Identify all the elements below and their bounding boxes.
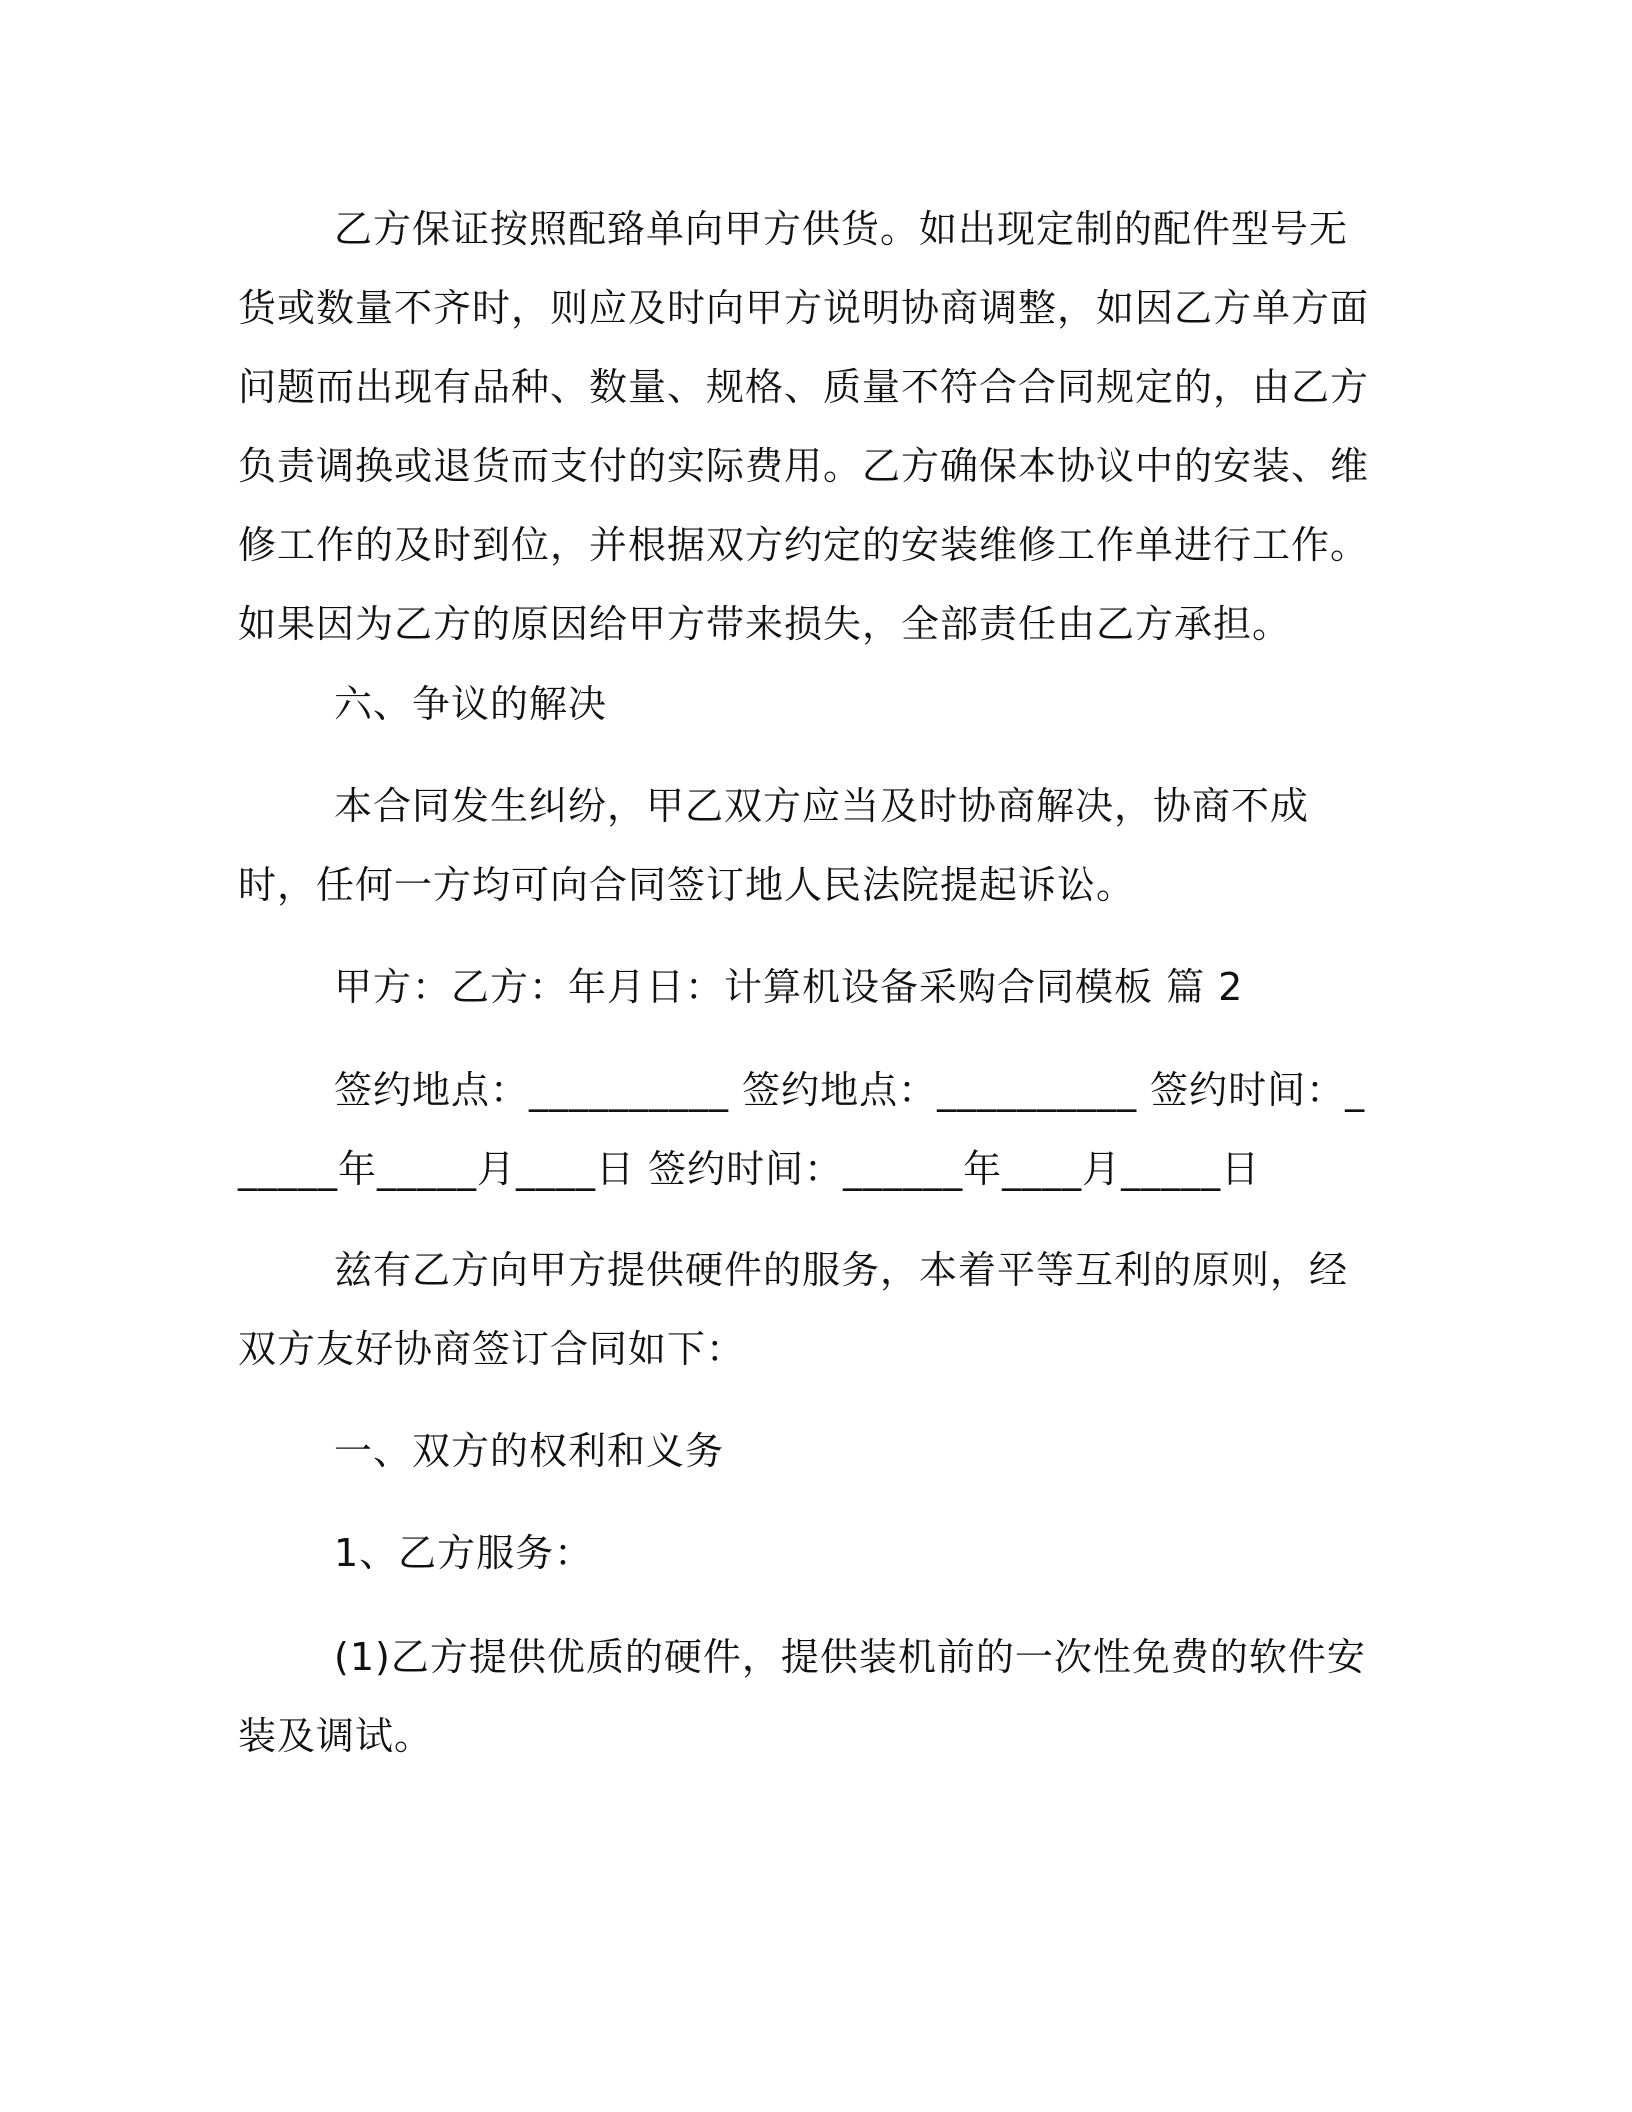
paragraph-supply-guarantee: 乙方保证按照配臵单向甲方供货。如出现定制的配件型号无货或数量不齐时，则应及时向甲方说明协商调整，如因乙方单方面问题而出现有品种、数量、规格、质量不符合合同规定的，由乙方负责调换或退货而支付的实际费用。乙方确保本协议中的安装、维修工作的及时到位，并根据双方约定的安装维修工作单进行工作。如果因为乙方的原因给甲方带来损失，全部责任由乙方承担。 (238, 207, 1370, 646)
section-heading-dispute-resolution: 六、争议的解决 (334, 682, 608, 726)
subheading-party-b-services: 1、乙方服务： (334, 1531, 594, 1575)
list-item-hardware-installation: (1)乙方提供优质的硬件，提供装机前的一次性免费的软件安装及调试。 (238, 1635, 1366, 1758)
paragraph-preamble: 兹有乙方向甲方提供硬件的服务，本着平等互利的原则，经双方友好协商签订合同如下： (238, 1248, 1349, 1371)
paragraph-signing-place-time: 签约地点：__________ 签约地点：__________ 签约时间：______年_____月____日 签约时间：______年____月_____日 (238, 1068, 1366, 1191)
section-heading-rights-obligations: 一、双方的权利和义务 (334, 1429, 725, 1473)
paragraph-dispute-clause: 本合同发生纠纷，甲乙双方应当及时协商解决，协商不成时，任何一方均可向合同签订地人民法院提起诉讼。 (238, 784, 1310, 907)
paragraph-signatories-title: 甲方：乙方：年月日：计算机设备采购合同模板 篇 2 (334, 965, 1244, 1009)
